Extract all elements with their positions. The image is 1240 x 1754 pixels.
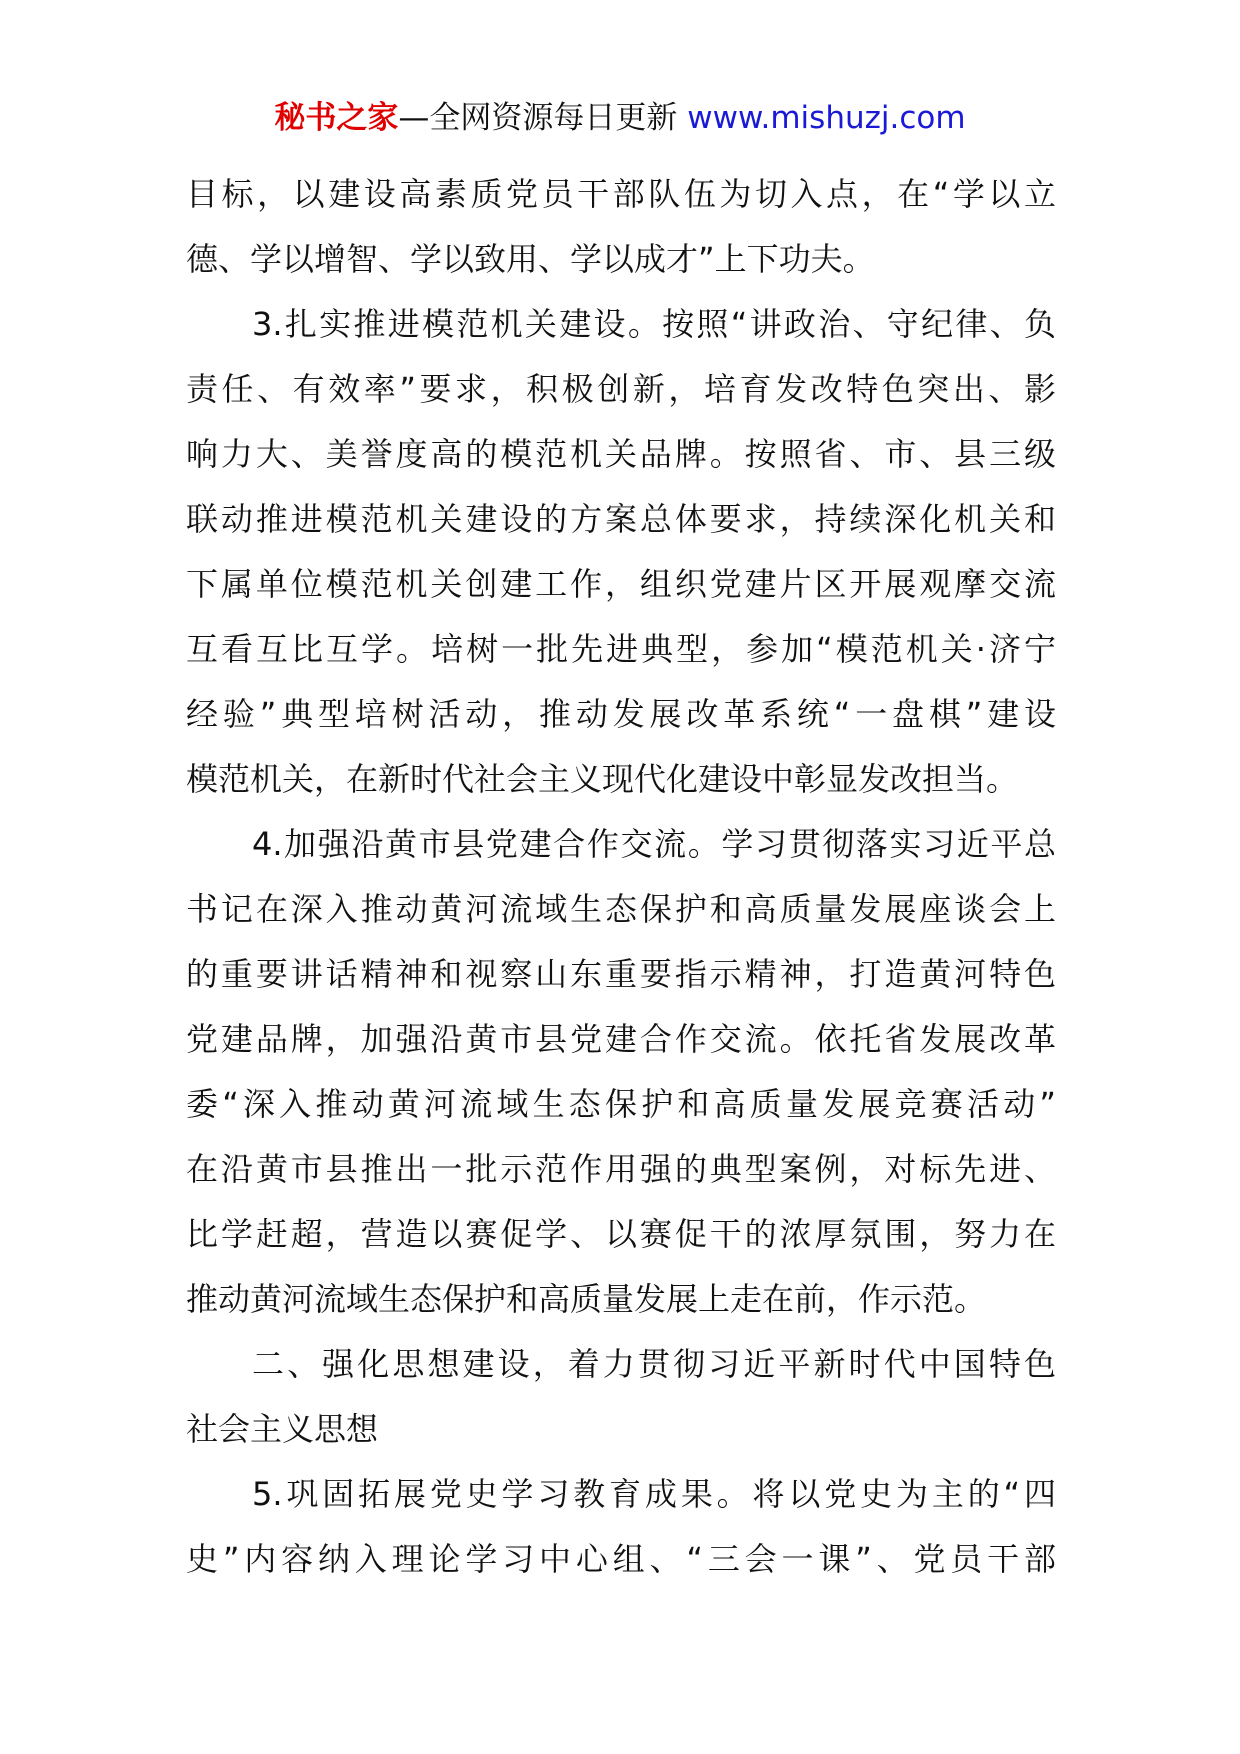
text-line: 目标，以建设高素质党员干部队伍为切入点，在“学以立	[186, 175, 1056, 213]
text-line: 互看互比互学。培树一批先进典型，参加“模范机关·济宁	[186, 630, 1056, 668]
text-line: 模范机关，在新时代社会主义现代化建设中彰显发改担当。	[186, 760, 1019, 798]
text-line: 响力大、美誉度高的模范机关品牌。按照省、市、县三级	[186, 435, 1056, 473]
header-tagline: —全网资源每日更新	[398, 100, 678, 136]
text-line: 联动推进模范机关建设的方案总体要求，持续深化机关和	[186, 500, 1056, 538]
text-line: 书记在深入推动黄河流域生态保护和高质量发展座谈会上	[186, 890, 1056, 928]
text-line: 3.扎实推进模范机关建设。按照“讲政治、守纪律、负	[252, 305, 1056, 343]
text-line: 经验”典型培树活动，推动发展改革系统“一盘棋”建设	[186, 695, 1056, 733]
text-line: 4.加强沿黄市县党建合作交流。学习贯彻落实习近平总	[252, 825, 1056, 863]
text-line: 比学赶超，营造以赛促学、以赛促干的浓厚氛围，努力在	[186, 1215, 1056, 1253]
text-line: 史”内容纳入理论学习中心组、“三会一课”、党员干部	[186, 1540, 1056, 1578]
brand-name: 秘书之家	[274, 100, 399, 136]
text-line: 5.巩固拓展党史学习教育成果。将以党史为主的“四	[252, 1475, 1056, 1513]
text-line: 责任、有效率”要求，积极创新，培育发改特色突出、影	[186, 370, 1056, 408]
document-body	[186, 162, 1056, 1592]
text-line: 下属单位模范机关创建工作，组织党建片区开展观摩交流	[186, 565, 1056, 603]
text-line: 德、学以增智、学以致用、学以成才”上下功夫。	[186, 240, 875, 278]
text-line: 的重要讲话精神和视察山东重要指示精神，打造黄河特色	[186, 955, 1056, 993]
section-heading-line: 社会主义思想	[186, 1410, 379, 1448]
text-line: 委“深入推动黄河流域生态保护和高质量发展竞赛活动”	[186, 1085, 1056, 1123]
text-line: 推动黄河流域生态保护和高质量发展上走在前，作示范。	[186, 1280, 987, 1318]
site-url-link[interactable]: www.mishuzj.com	[687, 100, 966, 136]
site-header	[0, 98, 1240, 138]
text-line: 在沿黄市县推出一批示范作用强的典型案例，对标先进、	[186, 1150, 1056, 1188]
section-heading-line: 二、强化思想建设，着力贯彻习近平新时代中国特色	[252, 1345, 1056, 1383]
text-line: 党建品牌，加强沿黄市县党建合作交流。依托省发展改革	[186, 1020, 1056, 1058]
